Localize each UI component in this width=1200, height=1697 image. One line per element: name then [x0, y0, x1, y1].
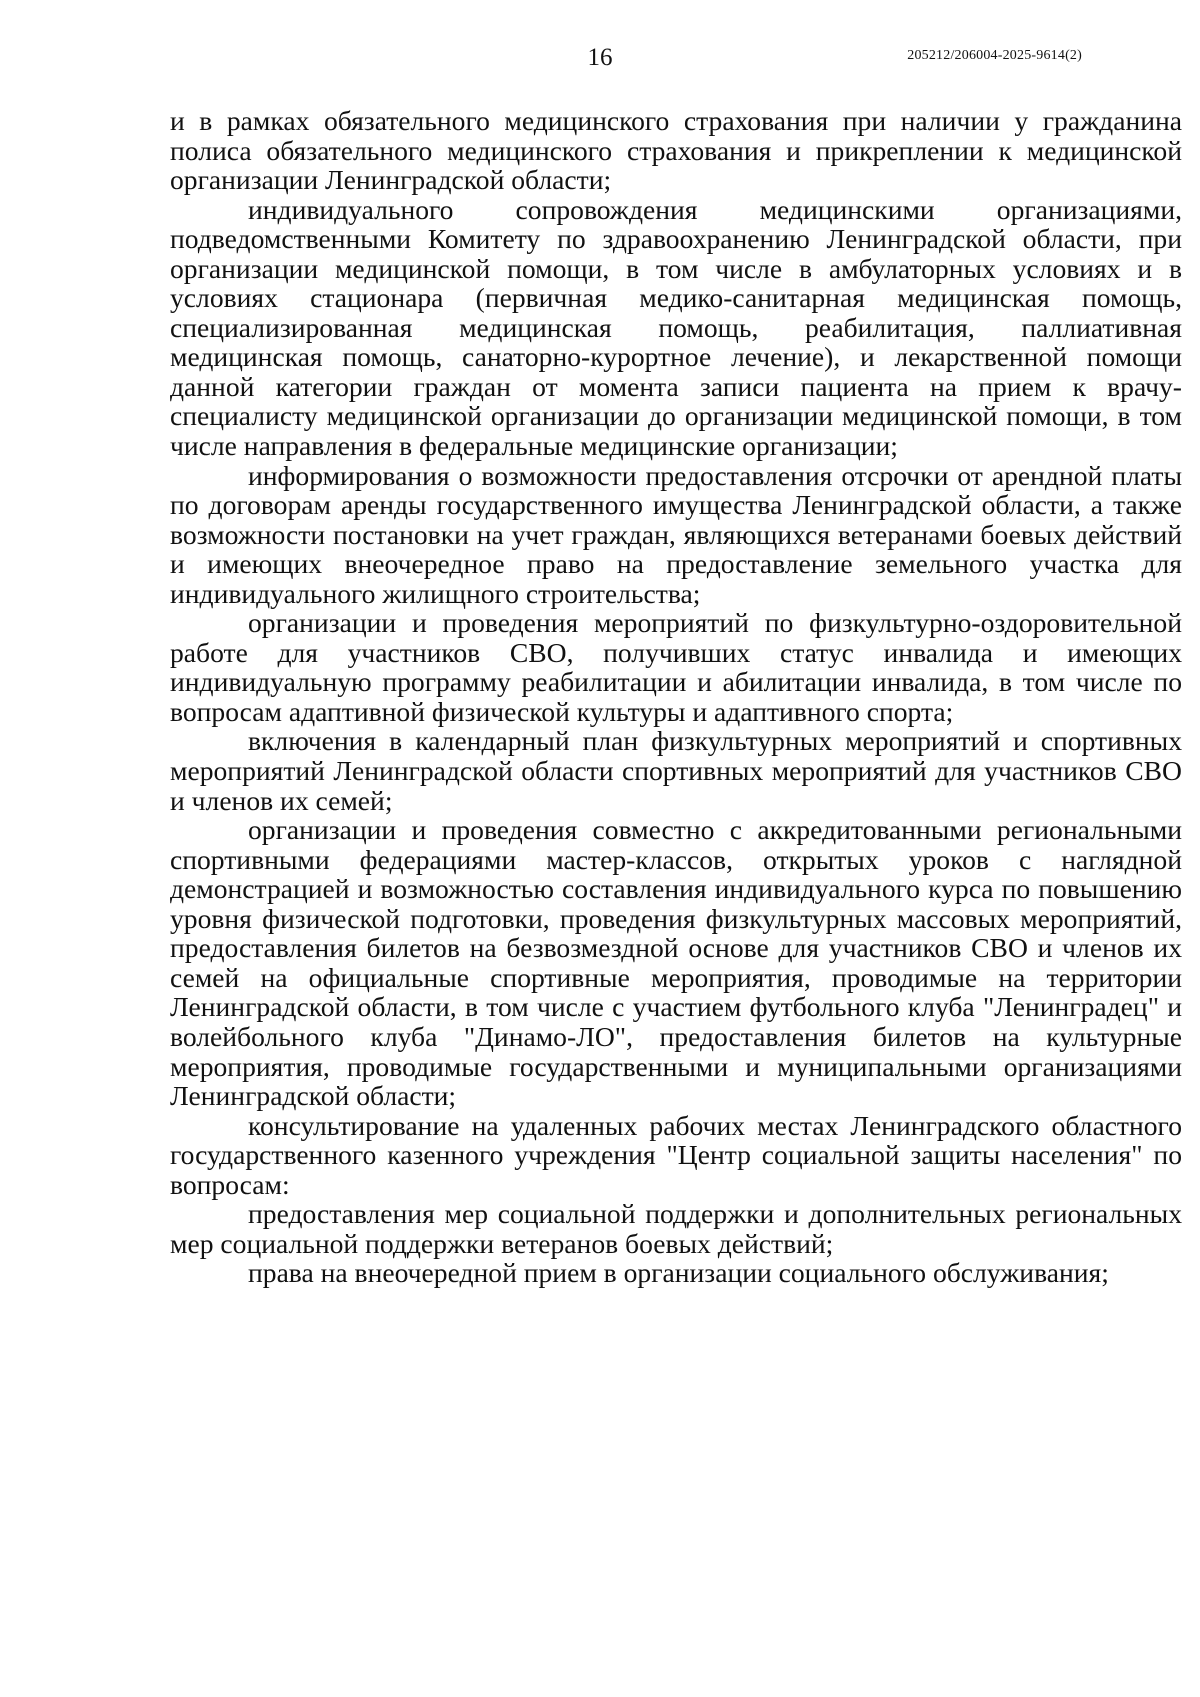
- paragraph: организации и проведения мероприятий по физкультурно-оздоровительной работе для участников СВО, получивших статус инвалида и имеющих индивидуальную программу реабилитации и абилитации инвалида, в том числе по вопросам адаптивной физической культуры и адаптивного спорта;: [170, 607, 1182, 727]
- page-number: 16: [587, 44, 613, 71]
- paragraph: индивидуального сопровождения медицинскими организациями, подведомственными Комитету по здравоохранению Ленинградской области, при организации медицинской помощи, в том числе в амбулаторных условиях и в условиях стационара (первичная медико-санитарная медицинская помощь, специализированная медицинская помощь, реабилитация, паллиативная медицинская помощь, санаторно-курортное лечение), и лекарственной помощи данной категории граждан от момента записи пациента на прием к врачу-специалисту медицинской организации до организации медицинской помощи, в том числе направления в федеральные медицинские организации;: [170, 193, 1182, 462]
- paragraph: права на внеочередной прием в организации социального обслуживания;: [248, 1257, 1109, 1289]
- paragraph: и в рамках обязательного медицинского страхования при наличии у гражданина полиса обязательного медицинского страхования и прикреплении к медицинской организации Ленинградской области;: [170, 105, 1182, 196]
- paragraph: консультирование на удаленных рабочих местах Ленинградского областного государственного казенного учреждения "Центр социальной защиты населения" по вопросам:: [170, 1109, 1182, 1200]
- paragraph: организации и проведения совместно с аккредитованными региональными спортивными федерациями мастер-классов, открытых уроков с наглядной демонстрацией и возможностью составления индивидуального курса по повышению уровня физической подготовки, проведения физкультурных массовых мероприятий, предоставления билетов на безвозмездной основе для участников СВО и членов их семей на официальные спортивные мероприятия, проводимые на территории Ленинградской области, в том числе с участием футбольного клуба "Ленинградец" и волейбольного клуба "Динамо-ЛО", предоставления билетов на культурные мероприятия, проводимые государственными и муниципальными организациями Ленинградской области;: [170, 814, 1182, 1112]
- document-body: [170, 106, 1182, 1288]
- document-id: 205212/206004-2025-9614(2): [907, 48, 1082, 63]
- paragraph: информирования о возможности предоставления отсрочки от арендной платы по договорам аренды государственного имущества Ленинградской области, а также возможности постановки на учет граждан, являющихся ветеранами боевых действий и имеющих внеочередное право на предоставление земельного участка для индивидуального жилищного строительства;: [170, 459, 1182, 609]
- paragraph: включения в календарный план физкультурных мероприятий и спортивных мероприятий Ленинградской области спортивных мероприятий для участников СВО и членов их семей;: [170, 725, 1182, 816]
- paragraph: предоставления мер социальной поддержки и дополнительных региональных мер социальной поддержки ветеранов боевых действий;: [170, 1198, 1182, 1259]
